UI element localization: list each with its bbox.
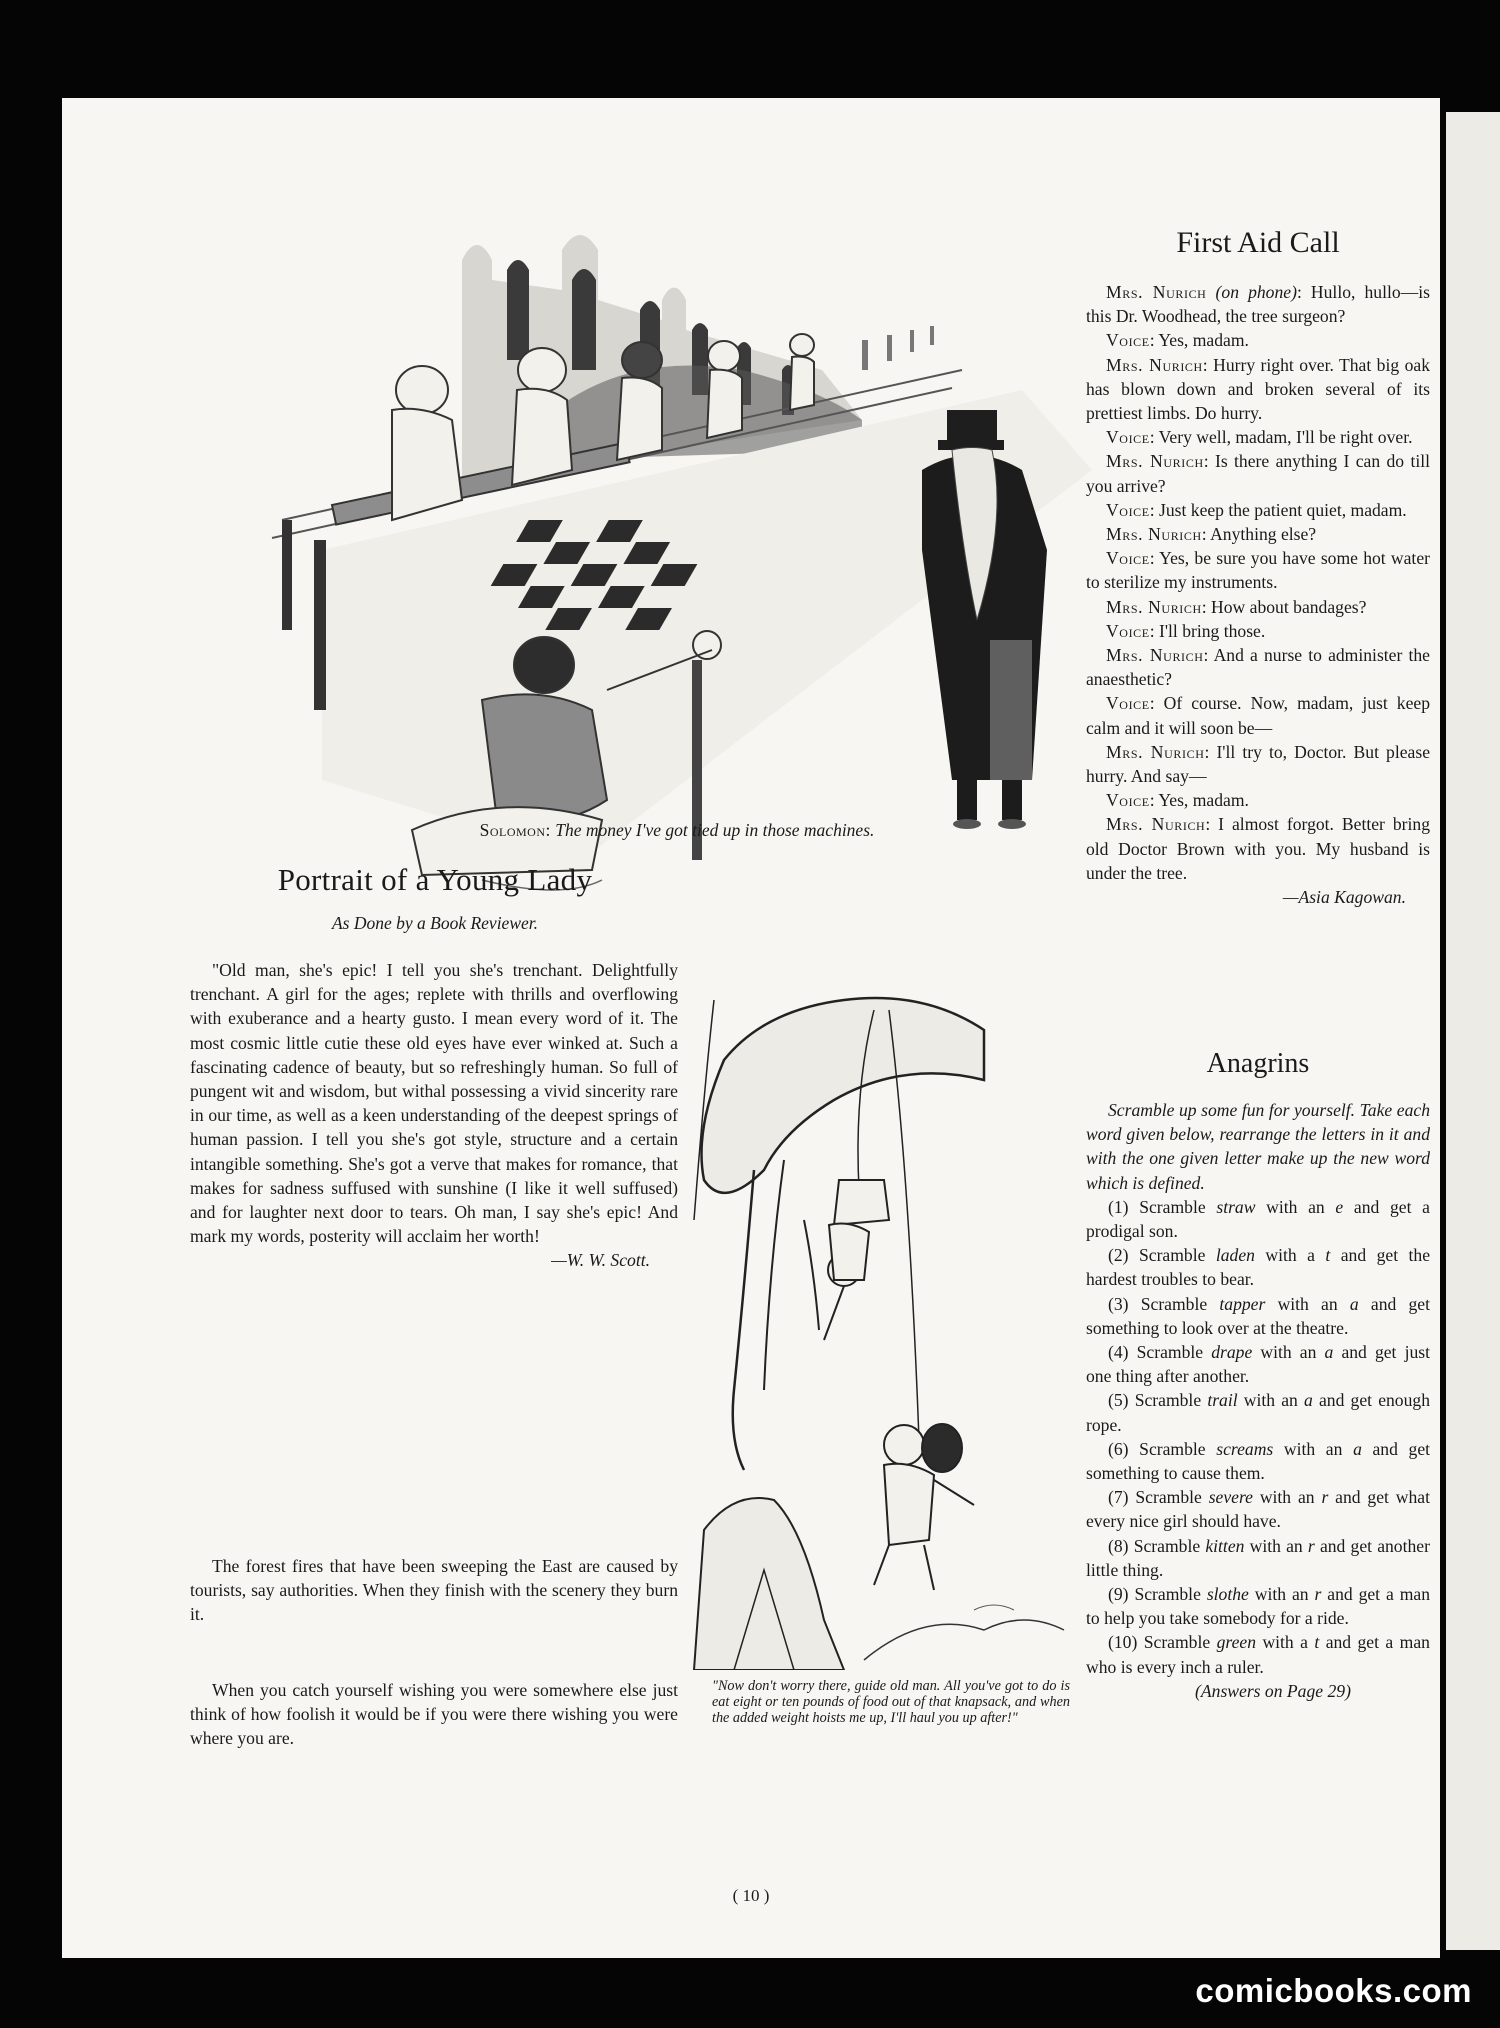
portrait-title: Portrait of a Young Lady bbox=[277, 862, 593, 897]
anagrin-item bbox=[1086, 1340, 1430, 1388]
anagrin-num: (9) bbox=[1108, 1584, 1129, 1605]
dialogue-text: : Anything else? bbox=[1201, 524, 1317, 545]
adjacent-page-edge bbox=[1446, 112, 1500, 1950]
dialogue-speaker: Mrs. Nurich bbox=[1106, 814, 1206, 835]
anagrin-letter: r bbox=[1307, 1535, 1315, 1556]
solomon-caption bbox=[262, 820, 1092, 841]
anagrin-mid: with an bbox=[1243, 1390, 1298, 1411]
anagrin-post: and get a prodigal son. bbox=[1086, 1196, 1430, 1242]
dialogue-line bbox=[1086, 449, 1430, 497]
dialogue-line bbox=[1086, 595, 1430, 619]
anagrin-mid: with a bbox=[1262, 1632, 1308, 1653]
anagrin-mid: with an bbox=[1249, 1535, 1303, 1556]
dialogue-text: : I'll try to, Doctor. But please hurry. And say— bbox=[1086, 741, 1431, 787]
anagrin-post: and get just one thing after another. bbox=[1086, 1342, 1430, 1387]
anagrins-title: Anagrins bbox=[1206, 1048, 1310, 1079]
anagrin-mid: with a bbox=[1265, 1245, 1315, 1266]
dialogue-speaker: Mrs. Nurich bbox=[1106, 451, 1204, 472]
anagrin-mid: with an bbox=[1283, 1438, 1343, 1459]
dialogue-speaker: Mrs. Nurich bbox=[1106, 741, 1205, 762]
anagrin-mid: with an bbox=[1254, 1584, 1309, 1605]
dialogue-text: : And a nurse to administer the anaesthetic? bbox=[1086, 645, 1430, 690]
dialogue-line bbox=[1086, 328, 1430, 352]
dialogue-line bbox=[1086, 740, 1430, 788]
dialogue-line bbox=[1086, 788, 1430, 812]
anagrin-mid: with an bbox=[1266, 1196, 1325, 1217]
anagrin-letter: r bbox=[1321, 1487, 1329, 1508]
first-aid-title: First Aid Call bbox=[1176, 226, 1340, 259]
anagrin-word: green bbox=[1216, 1632, 1257, 1653]
anagrins-intro: Scramble up some fun for yourself. Take each word given below, rearrange the letters in it and with the one given letter make up the new word which is defined. bbox=[1086, 1100, 1430, 1193]
anagrin-post: and get a man to help you take somebody for a ride. bbox=[1086, 1584, 1430, 1629]
dialogue-speaker: Voice bbox=[1106, 427, 1150, 448]
magazine-page bbox=[62, 98, 1440, 1958]
stage-direction: (on phone) bbox=[1215, 282, 1297, 302]
dialogue-text: : Very well, madam, I'll be right over. bbox=[1149, 427, 1413, 448]
anagrin-word: laden bbox=[1215, 1245, 1255, 1266]
anagrins-answers: (Answers on Page 29) bbox=[1195, 1680, 1351, 1701]
dialogue-speaker: Mrs. Nurich bbox=[1106, 282, 1207, 302]
dialogue-speaker: Voice bbox=[1106, 330, 1150, 351]
anagrin-item bbox=[1086, 1388, 1430, 1436]
anagrin-item bbox=[1086, 1437, 1430, 1485]
dialogue-speaker: Mrs. Nurich bbox=[1106, 596, 1202, 617]
anagrin-word: tapper bbox=[1219, 1293, 1266, 1314]
anagrin-letter: e bbox=[1335, 1196, 1344, 1217]
wishing-paragraph bbox=[190, 1678, 678, 1751]
dialogue-text: : Hullo, hullo—is this Dr. Woodhead, the tree surgeon? bbox=[1086, 282, 1430, 327]
first-aid-author: —Asia Kagowan. bbox=[1282, 887, 1406, 908]
anagrin-pre: Scramble bbox=[1138, 1245, 1206, 1266]
dialogue-speaker: Voice bbox=[1106, 790, 1150, 811]
anagrin-pre: Scramble bbox=[1136, 1342, 1204, 1363]
anagrin-num: (6) bbox=[1108, 1438, 1129, 1459]
anagrin-word: screams bbox=[1216, 1438, 1274, 1459]
anagrin-num: (4) bbox=[1108, 1342, 1129, 1363]
anagrin-word: trail bbox=[1207, 1390, 1238, 1411]
climbing-cartoon-illustration bbox=[684, 970, 1076, 1670]
page-number: ( 10 ) bbox=[732, 1886, 770, 1905]
anagrin-letter: r bbox=[1314, 1584, 1322, 1605]
dialogue-text: : Is there anything I can do till you arrive? bbox=[1086, 451, 1430, 496]
anagrin-word: slothe bbox=[1206, 1584, 1249, 1605]
dialogue-speaker: Voice bbox=[1106, 620, 1150, 641]
anagrin-post: and get another little thing. bbox=[1086, 1535, 1430, 1580]
portrait-body: "Old man, she's epic! I tell you she's trenchant. Delightfully trenchant. A girl for the ages; replete with thrills and overflowing with exuberance and a hearty gusto. I mean every word of it. The most cosmic little cutie these old eyes have ever winked at. Such a fascinating cadence of beauty, but so refreshingly human. So full of pungent wit and wisdom, but withal possessing a vivid sincerity rare in our time, as well as a keen understanding of the deepest springs of human passion. I tell you she's got style, structure and a certain intangible something. She's got a verve that makes for romance, that makes for sadness suffused with sunshine (I like it well suffused) and for laughter next door to tears. Oh man, I say she's epic! And mark my words, posterity will acclaim her worth! bbox=[190, 960, 678, 1247]
anagrin-mid: with an bbox=[1277, 1293, 1338, 1314]
anagrin-mid: with an bbox=[1259, 1487, 1315, 1508]
anagrin-pre: Scramble bbox=[1140, 1293, 1208, 1314]
anagrin-word: straw bbox=[1216, 1196, 1256, 1217]
dialogue-text: : Yes, madam. bbox=[1149, 790, 1249, 811]
anagrin-pre: Scramble bbox=[1134, 1584, 1201, 1605]
dialogue-line bbox=[1086, 812, 1430, 885]
dialogue-text: : Hurry right over. That big oak has blown down and broken several of its prettiest limbs. Do hurry. bbox=[1086, 354, 1430, 424]
anagrin-pre: Scramble bbox=[1139, 1438, 1206, 1459]
anagrins-list bbox=[1086, 1195, 1430, 1679]
anagrin-letter: a bbox=[1353, 1438, 1362, 1459]
anagrin-item bbox=[1086, 1195, 1430, 1243]
anagrin-letter: t bbox=[1325, 1245, 1331, 1266]
forest-fires-paragraph bbox=[190, 1554, 678, 1627]
dialogue-line bbox=[1086, 546, 1430, 594]
anagrin-num: (8) bbox=[1108, 1535, 1129, 1556]
anagrin-item bbox=[1086, 1243, 1430, 1291]
dialogue-line bbox=[1086, 691, 1430, 739]
anagrin-num: (5) bbox=[1108, 1390, 1129, 1411]
wishing-text: When you catch yourself wishing you were somewhere else just think of how foolish it would be if you were there wishing you were where you are. bbox=[190, 1680, 678, 1749]
dialogue-line bbox=[1086, 425, 1430, 449]
anagrin-post: and get the hardest troubles to bear. bbox=[1086, 1245, 1431, 1290]
dialogue-line bbox=[1086, 353, 1430, 426]
anagrins-section bbox=[1086, 1098, 1430, 1703]
anagrin-letter: a bbox=[1349, 1293, 1359, 1314]
anagrin-item bbox=[1086, 1292, 1430, 1340]
dialogue-text: : Just keep the patient quiet, madam. bbox=[1149, 499, 1407, 520]
dialogue-text: : Of course. Now, madam, just keep calm and it will soon be— bbox=[1086, 693, 1430, 738]
anagrin-letter: t bbox=[1314, 1632, 1320, 1653]
anagrin-pre: Scramble bbox=[1135, 1487, 1202, 1508]
dialogue-text: : Yes, madam. bbox=[1149, 330, 1249, 351]
dialogue-line bbox=[1086, 280, 1430, 328]
dialogue-text: : I'll bring those. bbox=[1149, 620, 1266, 641]
anagrin-post: and get a man who is every inch a ruler. bbox=[1086, 1632, 1430, 1677]
dialogue-text: : I almost forgot. Better bring old Doctor Brown with you. My husband is under the tree. bbox=[1086, 814, 1430, 883]
forest-fires-text: The forest fires that have been sweeping the East are caused by tourists, say authorities. When they finish with the scenery they burn it. bbox=[190, 1556, 678, 1625]
caption-speaker: Solomon: bbox=[479, 820, 551, 840]
anagrin-post: and get enough rope. bbox=[1086, 1390, 1430, 1435]
anagrin-mid: with an bbox=[1260, 1342, 1317, 1363]
dialogue-line bbox=[1086, 522, 1430, 546]
dialogue-text: : Yes, be sure you have some hot water to sterilize my instruments. bbox=[1086, 548, 1430, 593]
anagrin-num: (3) bbox=[1108, 1293, 1129, 1314]
anagrin-letter: a bbox=[1304, 1390, 1313, 1411]
anagrin-item bbox=[1086, 1534, 1430, 1582]
anagrin-pre: Scramble bbox=[1139, 1196, 1206, 1217]
anagrin-item bbox=[1086, 1582, 1430, 1630]
portrait-article bbox=[190, 958, 678, 1273]
dialogue-speaker: Mrs. Nurich bbox=[1106, 645, 1204, 666]
dialogue-speaker: Mrs. Nurich bbox=[1106, 354, 1203, 375]
dialogue-text: : How about bandages? bbox=[1201, 596, 1367, 617]
dialogue-line bbox=[1086, 498, 1430, 522]
dialogue-speaker: Voice bbox=[1106, 499, 1150, 520]
dialogue-speaker: Mrs. Nurich bbox=[1106, 524, 1202, 545]
watermark: comicbooks.com bbox=[1195, 1972, 1472, 2009]
solomon-cartoon-illustration bbox=[262, 220, 1092, 904]
anagrin-item bbox=[1086, 1485, 1430, 1533]
anagrin-num: (2) bbox=[1108, 1245, 1129, 1266]
portrait-author: —W. W. Scott. bbox=[551, 1250, 650, 1271]
dialogue-speaker: Voice bbox=[1106, 693, 1150, 714]
anagrin-pre: Scramble bbox=[1133, 1535, 1201, 1556]
anagrin-num: (7) bbox=[1108, 1487, 1129, 1508]
anagrin-letter: a bbox=[1324, 1342, 1334, 1363]
dialogue-line bbox=[1086, 619, 1430, 643]
anagrin-pre: Scramble bbox=[1143, 1632, 1211, 1653]
anagrin-word: kitten bbox=[1205, 1535, 1245, 1556]
anagrin-word: severe bbox=[1208, 1487, 1253, 1508]
portrait-subtitle: As Done by a Book Reviewer. bbox=[331, 913, 539, 933]
caption-text: The money I've got tied up in those machines. bbox=[555, 820, 875, 840]
anagrin-word: drape bbox=[1211, 1342, 1253, 1363]
anagrin-pre: Scramble bbox=[1134, 1390, 1202, 1411]
climbing-caption: "Now don't worry there, guide old man. All you've got to do is eat eight or ten pounds of food out of that knapsack, and when the added weight hoists me up, I'll haul you up after!" bbox=[712, 1678, 1070, 1726]
anagrin-item bbox=[1086, 1630, 1430, 1678]
first-aid-dialogue bbox=[1086, 280, 1430, 909]
dialogue-line bbox=[1086, 643, 1430, 691]
anagrin-post: and get what every nice girl should have. bbox=[1086, 1487, 1430, 1532]
anagrin-num: (10) bbox=[1108, 1632, 1138, 1653]
anagrin-post: and get something to cause them. bbox=[1086, 1438, 1431, 1484]
anagrin-num: (1) bbox=[1108, 1196, 1129, 1217]
dialogue-speaker: Voice bbox=[1106, 548, 1150, 569]
anagrin-post: and get something to look over at the theatre. bbox=[1086, 1293, 1430, 1338]
